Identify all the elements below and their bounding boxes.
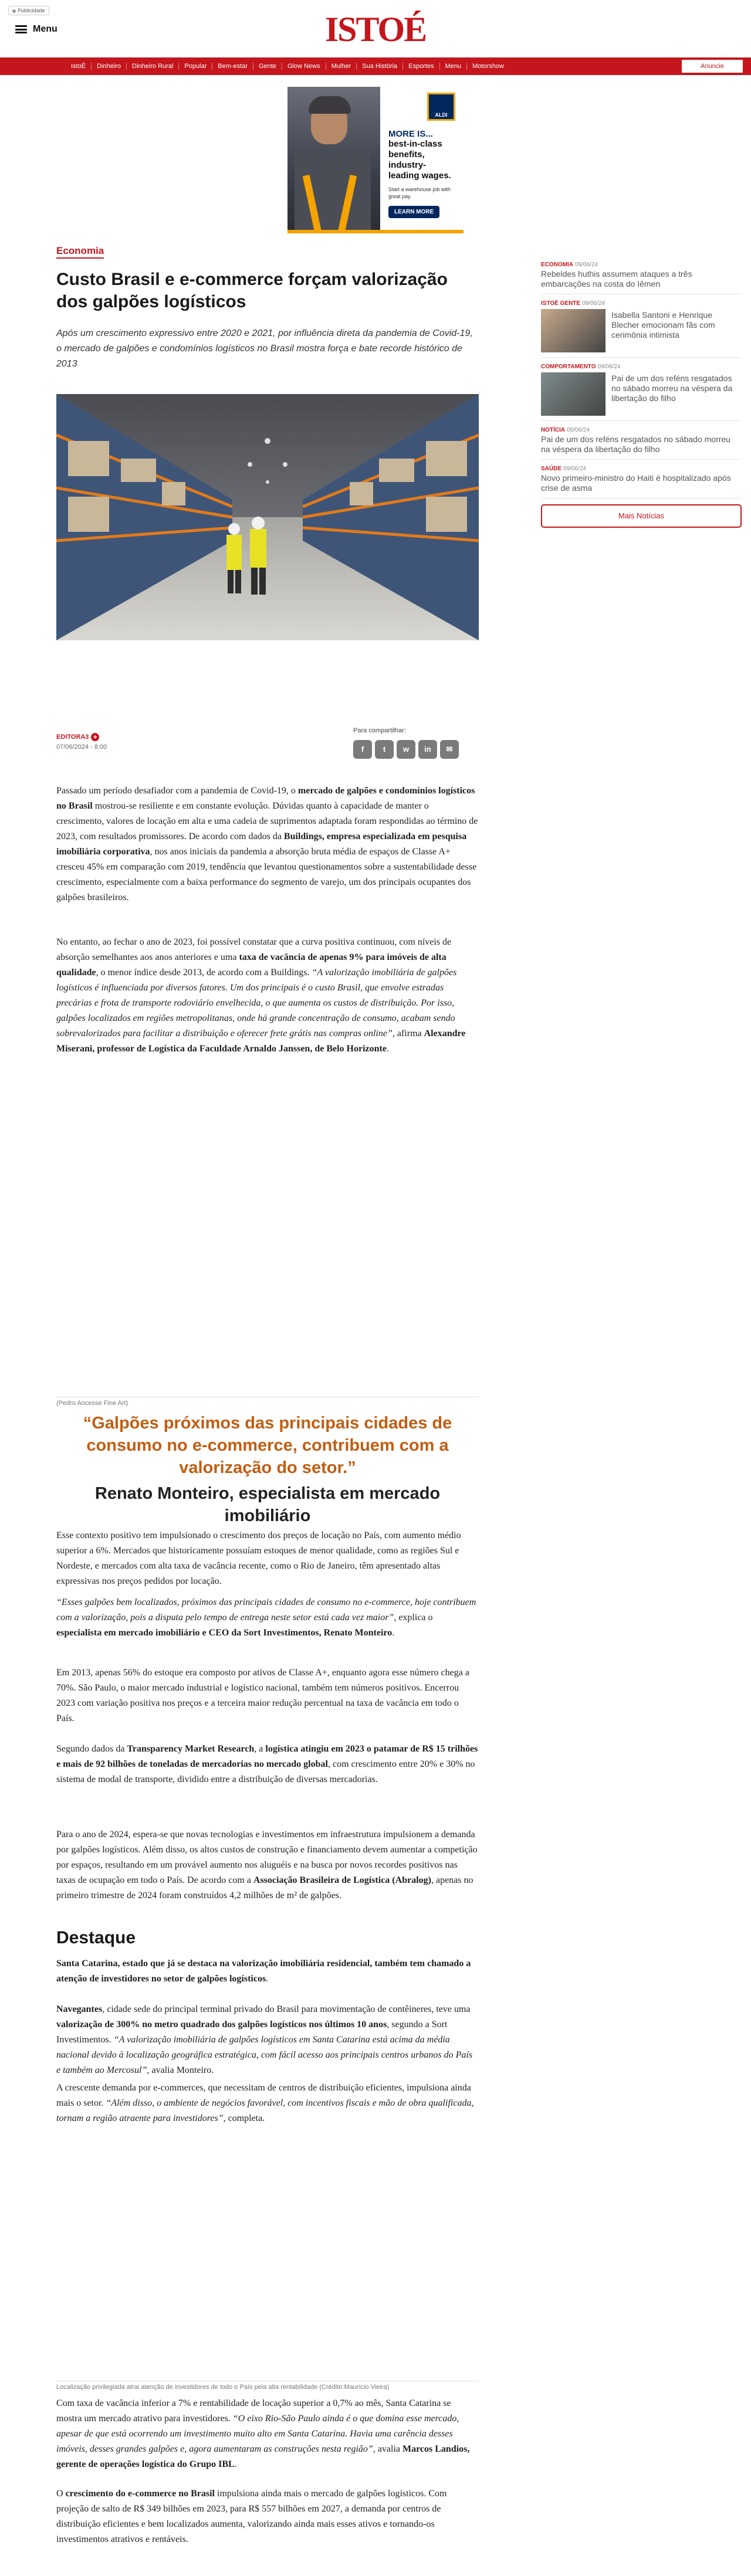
news-tag[interactable]: NOTÍCIA xyxy=(541,427,566,433)
photo-credit: Localização privilegiada atrai atenção de investidores de todo o País pela alta rentabilidade (Crédito:Maurício Vieira) xyxy=(56,2381,479,2391)
paragraph: “Esses galpões bem localizados, próximos das principais cidades de consumo no e-commerce, hoje contribuem com a valorização, pois a disputa pelo tempo de entrega neste setor está cada vez maior”, explica o especialista em mercado imobiliário e CEO da Sort Investimentos, Renato Monteiro. xyxy=(56,1597,476,1638)
anuncie-button[interactable]: Anuncie xyxy=(682,60,743,73)
paragraph: O crescimento do e-commerce no Brasil impulsiona ainda mais o mercado de galpões logísticos. Com projeção de salto de R$ 349 bilhões em 2023, para R$ 557 bilhões em 2027, a demanda por centros de distribuição eficientes e bem localizados aumenta, valorizando ainda mais esses ativos e tornando-os investimentos atrativos e rentáveis. xyxy=(56,2489,447,2544)
facebook-icon[interactable]: f xyxy=(353,740,372,759)
news-tag[interactable]: COMPORTAMENTO xyxy=(541,364,596,370)
nav-item[interactable]: Mulher xyxy=(326,63,357,70)
sidebar xyxy=(541,262,742,528)
news-date: 09/06/24 xyxy=(597,364,621,370)
article-headline: Custo Brasil e e-commerce forçam valorização dos galpões logísticos xyxy=(56,270,448,311)
publicidade-badge xyxy=(8,6,49,15)
info-icon xyxy=(12,9,16,13)
nav-item[interactable]: Dinheiro xyxy=(92,63,127,70)
main-nav xyxy=(0,57,751,75)
paragraph: Navegantes, cidade sede do principal terminal privado do Brasil para movimentação de contêineres, teve uma valorização de 300% no metro quadrado dos galpões logísticos nos últimos 10 anos, segundo a Sort Investimentos. “A valorização imobiliária de galpões logísticos em Santa Catarina está acima da média nacional devido à localização geográfica estratégica, com fácil acesso aos principais centros urbanos do País e também ao Mercosul”, avalia Monteiro. xyxy=(56,2004,473,2075)
ad-subtext: Start a warehouse job with great pay. xyxy=(388,186,451,199)
paragraph: Para o ano de 2024, espera-se que novas tecnologias e investimentos em infraestrutura impulsionem a demanda por galpões logísticos. Além disso, os altos custos de construção e financiamento devem aumentar a competição por espaços, resultando em um provável aumento nos aluguéis e na busca por novos recordes positivos nas taxas de ocupação em todo o País. De acordo com a Associação Brasileira de Logística (Abralog), apenas no primeiro trimestre de 2024 foram construídos 4,2 milhões de m² de galpões. xyxy=(56,1830,478,1900)
whatsapp-icon[interactable]: w xyxy=(397,740,415,759)
author[interactable] xyxy=(56,733,107,741)
news-meta xyxy=(541,300,742,307)
news-tag[interactable]: SAÚDE xyxy=(541,466,562,472)
nav-item[interactable]: IstoÉ xyxy=(66,63,92,70)
photo-credit: (Pedro Ancesse Fine Art) xyxy=(56,1397,479,1407)
linkedin-icon[interactable]: in xyxy=(418,740,437,759)
paragraph: Com taxa de vacância inferior a 7% e rentabilidade de locação superior a 0,7% ao mês, Santa Catarina se mostra um mercado atrativo para investidores. “O eixo Rio-São Paulo ainda é o que domina esse mercado, apesar de que está ocorrendo um investimento muito alto em Santa Catarina. Havia uma carência desses imóveis, desses grandes galpões e, agora aumentaram as construções nesta região”, avalia Marcos Landios, gerente de operações logística do Grupo IBL. xyxy=(56,2398,470,2469)
nav-item[interactable]: Bem-estar xyxy=(212,63,253,70)
paragraph: Em 2013, apenas 56% do estoque era composto por ativos de Classe A+, enquanto agora esse número chega a 70%. São Paulo, o maior mercado industrial e logístico nacional, também tem números positivos. Encerrou 2023 com variação positiva nos preços e a terceira maior redução percentual na taxa de vacância em todo o País. xyxy=(56,1668,469,1723)
ad-panel xyxy=(380,87,464,233)
ad-benefits: best-in-class benefits, industry-leading wages. xyxy=(388,139,451,181)
publish-date: 07/06/2024 - 8:00 xyxy=(56,744,107,751)
follow-plus-icon[interactable]: + xyxy=(91,733,99,741)
share-block xyxy=(353,727,459,759)
twitter-icon[interactable]: t xyxy=(375,740,394,759)
news-title[interactable]: Isabella Santoni e Henrique Blecher emocionam fãs com cerimônia intimista xyxy=(611,310,715,340)
nav-item[interactable]: Gente xyxy=(253,63,282,70)
nav-item[interactable]: Sua História xyxy=(357,63,403,70)
news-meta xyxy=(541,427,742,433)
news-title[interactable]: Rebeldes huthis assumem ataques a três embarcações na costa do Iêmen xyxy=(541,269,692,289)
news-date: 09/06/24 xyxy=(563,466,586,472)
article-category[interactable]: Economia xyxy=(56,245,104,259)
nav-item[interactable]: Glow News xyxy=(282,63,326,70)
paragraph: Segundo dados da Transparency Market Research, a logística atingiu em 2023 o patamar de R$ 15 trilhões e mais de 92 bilhões de toneladas de mercadorias no mercado global, com crescimento entre 20% e 30% no sistema de modal de transporte, dividido entre a distribuição de diversas mercadorias. xyxy=(56,1744,478,1784)
ad-photo xyxy=(287,87,381,233)
nav-item[interactable]: Dinheiro Rural xyxy=(127,63,179,70)
ad-learn-more-button[interactable]: LEARN MORE xyxy=(388,206,439,218)
nav-item[interactable]: Motorshow xyxy=(472,63,504,70)
news-thumbnail[interactable] xyxy=(541,372,605,416)
share-label: Para compartilhar: xyxy=(353,727,406,734)
news-date: 09/06/24 xyxy=(567,427,590,433)
paragraph: Esse contexto positivo tem impulsionado o crescimento dos preços de locação no País, com aumento médio superior a 6%. Mercados que historicamente possuíam estoques de menor qualidade, como as regiões Sul e Nordeste, e mercados com alta taxa de vacância recente, como o Rio de Janeiro, têm apresentado altas expressivas nos preços pedidos por locação. xyxy=(56,1530,461,1586)
sidebar-news-item[interactable] xyxy=(541,466,742,498)
sidebar-news-item[interactable] xyxy=(541,364,742,421)
news-date: 09/06/24 xyxy=(575,262,598,268)
share-icons xyxy=(353,740,459,759)
nav-item[interactable]: Menu xyxy=(440,63,468,70)
pull-quote: “Galpões próximos das principais cidades de consumo no e-commerce, contribuem com a valorização do setor.” xyxy=(83,1414,452,1477)
nav-list xyxy=(66,57,509,75)
news-title[interactable]: Novo primeiro-ministro do Haiti é hospitalizado após crise de asma xyxy=(541,473,731,493)
article-lead: Após um crescimento expressivo entre 2020 e 2021, por influência direta da pandemia de Covid-19, o mercado de galpões e condomínios logísticos no Brasil mostra força e bate recorde histórico de 2013 xyxy=(56,328,473,369)
news-meta xyxy=(541,364,742,370)
sidebar-news-item[interactable] xyxy=(541,262,742,294)
email-icon[interactable]: ✉ xyxy=(440,740,459,759)
menu-label: Menu xyxy=(33,24,57,34)
author-name: EDITORA3 xyxy=(56,734,89,741)
news-tag[interactable]: ISTOÉ GENTE xyxy=(541,300,581,307)
hamburger-icon xyxy=(15,25,27,33)
aldi-logo: ALDI xyxy=(427,93,455,121)
more-news-button[interactable]: Mais Notícias xyxy=(541,504,742,528)
sidebar-news-item[interactable] xyxy=(541,427,742,460)
top-header xyxy=(0,0,751,59)
menu-button[interactable] xyxy=(15,22,57,36)
news-thumbnail[interactable] xyxy=(541,309,605,352)
paragraph: Passado um período desafiador com a pandemia de Covid-19, o mercado de galpões e condomínios logísticos no Brasil mostrou-se resiliente e em constante evolução. Dúvidas quanto à capacidade de manter o crescimento, valores de locação em alta e uma cadeia de suprimentos adaptada foram respondidas ao término de 2023, com resultados promissores. De acordo com dados da Buildings, empresa especializada em pesquisa imobiliária corporativa, nos anos iniciais da pandemia a absorção bruta média de espaços de Classe A+ cresceu 45% em comparação com 2019, tendência que levantou questionamentos sobre a sustentabilidade desse crescimento, especialmente com a baixa performance do segmento de varejo, um dos principais ocupantes dos galpões brasileiros. xyxy=(56,786,478,902)
news-title[interactable]: Pai de um dos reféns resgatados no sábado morreu na véspera da libertação do filho xyxy=(611,374,733,403)
byline xyxy=(56,733,107,751)
advertisement[interactable] xyxy=(287,87,464,233)
publicidade-label: Publicidade xyxy=(18,8,45,13)
hero-image xyxy=(56,394,479,640)
nav-item[interactable]: Popular xyxy=(179,63,212,70)
news-tag[interactable]: ECONOMIA xyxy=(541,262,573,268)
paragraph: Santa Catarina, estado que já se destaca na valorização imobiliária residencial, também tem chamado a atenção de investidores no setor de galpões logísticos. xyxy=(56,1959,471,1984)
paragraph: No entanto, ao fechar o ano de 2023, foi possível constatar que a curva positiva continuou, com níveis de absorção semelhantes aos anos anteriores e uma taxa de vacância de apenas 9% para imóveis de alta qualidade, o menor índice desde 2013, de acordo com a Buildings. “A valorização imobiliária de galpões logísticos é influenciada por diversos fatores. Um dos principais é o custo Brasil, que envolve estradas precárias e frota de transporte rodoviário envelhecida, o que aumenta os custos de distribuição. Por isso, galpões localizados em regiões metropolitanas, onde há grande concentração de consumo, acabam sendo sobrevalorizados para facilitar a distribuição e oferecer frete grátis nas compras online”, afirma Alexandre Miserani, professor de Logística da Faculdade Arnaldo Janssen, de Belo Horizonte. xyxy=(56,937,466,1054)
ad-headline: MORE IS... xyxy=(388,129,433,139)
paragraph: A crescente demanda por e-commerces, que necessitam de centros de distribuição eficientes, impulsiona ainda mais o setor. “Além disso, o ambiente de negócios favorável, com incentivos fiscais e mão de obra qualificada, tornam a região atraente para investidores”, completa. xyxy=(56,2083,474,2123)
nav-item[interactable]: Esportes xyxy=(403,63,439,70)
news-meta xyxy=(541,262,742,268)
news-title[interactable]: Pai de um dos reféns resgatados no sábado morreu na véspera da libertação do filho xyxy=(541,435,730,454)
pull-quote-author: Renato Monteiro, especialista em mercado imobiliário xyxy=(94,1484,441,1525)
news-meta xyxy=(541,466,742,472)
section-title: Destaque xyxy=(56,1928,136,1947)
news-date: 09/06/24 xyxy=(582,300,605,307)
site-logo[interactable]: ISTOÉ xyxy=(324,10,427,49)
sidebar-news-item[interactable] xyxy=(541,300,742,358)
